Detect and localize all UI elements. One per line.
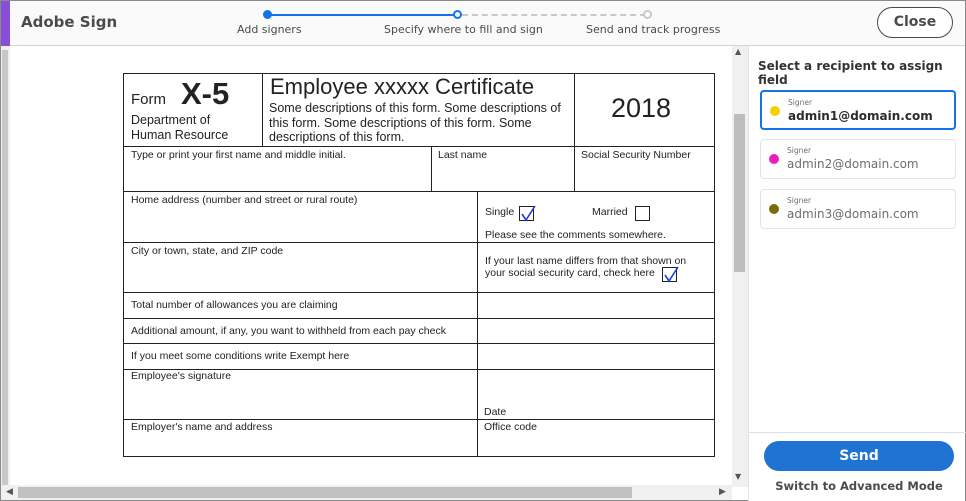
recipient-role: Signer: [788, 98, 813, 107]
first-name-label: Type or print your first name and middle initial.: [131, 149, 346, 161]
top-header: [1, 1, 965, 46]
allowances-label: Total number of allowances you are claiming: [131, 299, 338, 311]
single-label: Single: [485, 206, 515, 218]
form-title-cell: [263, 74, 575, 147]
signature-label: Employee's signature: [131, 370, 232, 382]
office-code-field[interactable]: [478, 420, 714, 456]
checkmark-icon: [663, 266, 679, 283]
last-name-differs-cell: [478, 243, 714, 293]
employer-field[interactable]: [124, 420, 478, 456]
home-address-label: Home address (number and street or rural route): [131, 194, 358, 206]
recipient-color-dot: [769, 154, 779, 164]
progress-line-pending: [462, 14, 646, 16]
recipient-email: admin2@domain.com: [787, 157, 919, 171]
recipient-color-dot: [769, 204, 779, 214]
form-x5: [123, 73, 715, 457]
additional-amount-value[interactable]: [478, 319, 714, 344]
form-description: Some descriptions of this form. Some descriptions of this form. Some descriptions of this form. Some descriptions of this form.: [269, 101, 561, 144]
horizontal-scrollbar[interactable]: [1, 485, 732, 500]
accent-bar: [1, 1, 10, 46]
signature-field[interactable]: [124, 370, 478, 420]
form-year-cell: [575, 74, 714, 147]
switch-advanced-mode-link[interactable]: Switch to Advanced Mode: [775, 479, 943, 493]
recipient-item-3[interactable]: [760, 189, 956, 229]
step-send-track: Send and track progress: [586, 23, 721, 36]
scroll-right-icon[interactable]: ▶: [719, 487, 726, 497]
horizontal-scroll-thumb[interactable]: [18, 487, 632, 498]
married-checkbox[interactable]: [635, 206, 650, 221]
exempt-field[interactable]: [124, 344, 478, 370]
form-word: Form: [131, 91, 166, 108]
last-name-differs-line-2: your social security card, check here: [485, 267, 655, 279]
last-name-field[interactable]: [432, 147, 575, 192]
recipient-role: Signer: [787, 196, 812, 205]
additional-amount-field[interactable]: [124, 319, 478, 344]
exempt-label: If you meet some conditions write Exempt here: [131, 350, 350, 362]
step-specify[interactable]: Specify where to fill and sign: [384, 23, 543, 36]
form-title: Employee xxxxx Certificate: [270, 74, 535, 99]
allowances-field[interactable]: [124, 293, 478, 319]
recipient-role: Signer: [787, 146, 812, 155]
step-dot-specify[interactable]: [453, 10, 462, 19]
recipient-item-1[interactable]: [760, 90, 956, 130]
ssn-label: Social Security Number: [581, 149, 691, 161]
left-gutter: [1, 46, 10, 487]
additional-amount-label: Additional amount, if any, you want to withheld from each pay check: [131, 325, 446, 337]
scroll-down-icon[interactable]: ▼: [735, 472, 742, 481]
exempt-value[interactable]: [478, 344, 714, 370]
progress-stepper: [231, 7, 721, 43]
recipient-panel-title: Select a recipient to assign field: [758, 59, 943, 87]
checkmark-icon: [520, 205, 536, 222]
ssn-field[interactable]: [575, 147, 714, 192]
department-line-1: Department of: [131, 113, 211, 127]
recipient-email: admin1@domain.com: [788, 109, 933, 123]
send-button[interactable]: Send: [764, 441, 954, 471]
city-label: City or town, state, and ZIP code: [131, 245, 284, 257]
employer-label: Employer's name and address: [131, 421, 273, 433]
vertical-scrollbar[interactable]: [732, 46, 748, 487]
step-add-signers[interactable]: Add signers: [237, 23, 302, 36]
vertical-scroll-thumb[interactable]: [734, 114, 745, 272]
marital-status-cell: [478, 192, 714, 243]
panel-footer: [749, 432, 966, 501]
recipient-panel: [748, 46, 965, 501]
document-viewer[interactable]: [10, 46, 732, 487]
recipient-email: admin3@domain.com: [787, 207, 919, 221]
first-name-field[interactable]: [124, 147, 432, 192]
app-title: Adobe Sign: [21, 13, 118, 31]
recipient-color-dot: [770, 106, 780, 116]
comments-note: Please see the comments somewhere.: [485, 229, 666, 241]
date-field[interactable]: [478, 370, 714, 420]
form-year: 2018: [611, 93, 672, 123]
last-name-label: Last name: [438, 149, 488, 161]
single-checkbox[interactable]: [519, 206, 534, 221]
step-dot-send-track: [643, 10, 652, 19]
city-field[interactable]: [124, 243, 478, 293]
close-button[interactable]: Close: [877, 7, 953, 38]
step-dot-add-signers[interactable]: [263, 10, 272, 19]
last-name-differs-line-1: If your last name differs from that shown on: [485, 255, 687, 267]
date-label: Date: [484, 406, 507, 418]
department-line-2: Human Resource: [131, 128, 229, 142]
scroll-up-icon[interactable]: ▲: [735, 47, 742, 56]
progress-line-complete: [268, 14, 458, 16]
married-label: Married: [592, 206, 628, 218]
allowances-value[interactable]: [478, 293, 714, 319]
office-code-label: Office code: [484, 421, 537, 433]
last-name-differs-checkbox[interactable]: [662, 267, 677, 282]
scroll-left-icon[interactable]: ◀: [6, 487, 13, 497]
recipient-item-2[interactable]: [760, 139, 956, 179]
form-id-cell: [124, 74, 263, 147]
home-address-field[interactable]: [124, 192, 478, 243]
form-number: X-5: [181, 76, 230, 111]
